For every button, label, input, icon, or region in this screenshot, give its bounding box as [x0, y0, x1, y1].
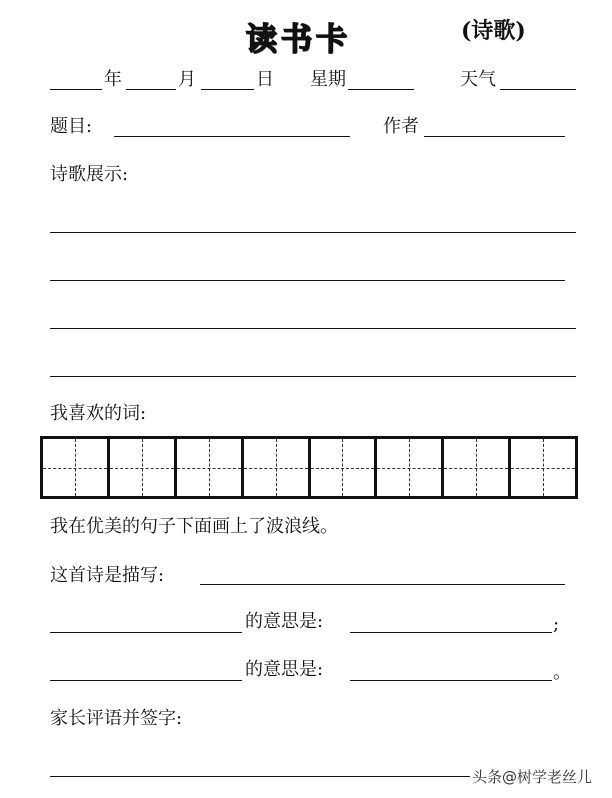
month-blank[interactable]: [126, 89, 176, 90]
grid-cell[interactable]: [377, 439, 444, 496]
author-label: 作者: [383, 116, 419, 137]
parent-comment-blank[interactable]: [50, 776, 470, 777]
year-blank[interactable]: [50, 89, 102, 90]
month-label: 月: [178, 69, 196, 90]
grid-cell[interactable]: [43, 439, 110, 496]
wave-line-note: 我在优美的句子下面画上了波浪线。: [50, 516, 338, 537]
year-label: 年: [104, 69, 122, 90]
word-blank[interactable]: [50, 632, 242, 633]
weekday-blank[interactable]: [348, 89, 414, 90]
parent-comment-label: 家长评语并签字:: [50, 708, 183, 729]
weather-label: 天气: [460, 69, 496, 90]
poem-display-label: 诗歌展示:: [50, 164, 129, 185]
favorite-words-label: 我喜欢的词:: [50, 403, 147, 424]
grid-cell[interactable]: [444, 439, 511, 496]
topic-blank[interactable]: [114, 136, 350, 137]
weather-blank[interactable]: [500, 89, 576, 90]
topic-label: 题目:: [50, 116, 93, 137]
card-title: 读书卡: [246, 22, 351, 58]
meaning-blank[interactable]: [350, 632, 552, 633]
poem-line[interactable]: [50, 232, 576, 233]
grid-cell[interactable]: [311, 439, 378, 496]
poem-line[interactable]: [50, 328, 576, 329]
grid-cell[interactable]: [244, 439, 311, 496]
word-writing-grid[interactable]: [40, 436, 578, 499]
meaning-blank[interactable]: [350, 680, 552, 681]
grid-cell[interactable]: [177, 439, 244, 496]
weekday-label: 星期: [310, 69, 346, 90]
meaning-end-mark: ;: [553, 614, 560, 635]
meaning-label: 的意思是:: [245, 611, 324, 632]
card-subtitle: (诗歌): [461, 18, 526, 44]
poem-line[interactable]: [50, 280, 565, 281]
day-blank[interactable]: [201, 89, 254, 90]
describe-blank[interactable]: [200, 584, 565, 585]
word-blank[interactable]: [50, 680, 242, 681]
meaning-label: 的意思是:: [245, 659, 324, 680]
meaning-end-mark: 。: [553, 662, 571, 683]
grid-cell[interactable]: [511, 439, 575, 496]
day-label: 日: [256, 69, 274, 90]
watermark: 头条@树学老丝儿: [472, 768, 593, 786]
author-blank[interactable]: [424, 136, 565, 137]
poem-line[interactable]: [50, 376, 576, 377]
grid-cell[interactable]: [110, 439, 177, 496]
describe-label: 这首诗是描写:: [50, 565, 165, 586]
